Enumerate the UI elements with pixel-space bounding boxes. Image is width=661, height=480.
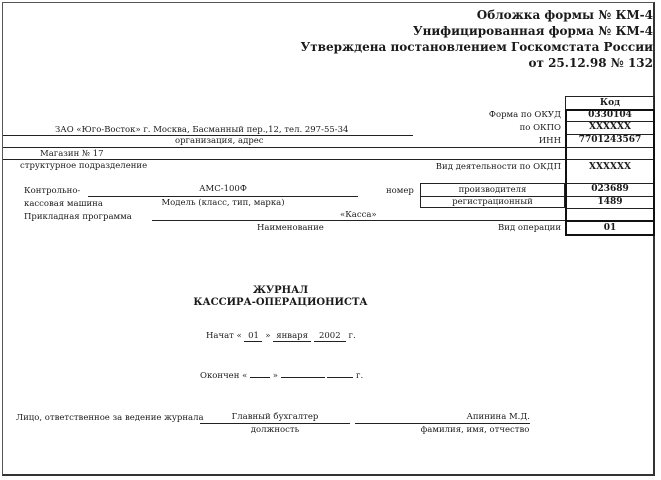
close-quote: » bbox=[265, 331, 271, 341]
journal-title-line2: КАССИРА-ОПЕРАЦИОНИСТА bbox=[193, 297, 368, 308]
okdp-code: XXXXXX bbox=[589, 162, 631, 172]
approval-text: Утверждена постановлением Госкомстата России bbox=[300, 40, 653, 54]
started-year[interactable]: 2002 bbox=[314, 331, 346, 342]
responsible-position: Главный бухгалтер bbox=[231, 412, 319, 422]
position-caption: должность bbox=[250, 425, 300, 435]
organization-caption: организация, адрес bbox=[175, 136, 264, 146]
divider bbox=[567, 208, 653, 209]
manufacturer-number: 023689 bbox=[591, 184, 629, 194]
kkm-model-value: АМС-100Ф bbox=[199, 184, 247, 194]
open-quote: « bbox=[236, 331, 242, 341]
number-label: номер bbox=[386, 186, 414, 196]
year-suffix: г. bbox=[356, 371, 364, 381]
divider bbox=[3, 147, 565, 148]
program-line bbox=[152, 220, 565, 221]
program-caption: Наименование bbox=[257, 223, 324, 233]
unified-form-title: Унифицированная форма № КМ-4 bbox=[412, 24, 653, 38]
division-caption: структурное подразделение bbox=[20, 161, 148, 171]
ended-row bbox=[200, 367, 363, 381]
name-line bbox=[355, 423, 530, 424]
kkm-model-caption: Модель (класс, тип, марка) bbox=[161, 198, 285, 208]
started-label: Начат bbox=[206, 331, 234, 341]
started-month[interactable]: января bbox=[273, 331, 311, 342]
started-row bbox=[206, 331, 356, 342]
division-line bbox=[3, 159, 565, 160]
ended-month[interactable] bbox=[281, 367, 325, 378]
program-label: Прикладная программа bbox=[24, 212, 132, 222]
okpo-code: XXXXXX bbox=[589, 122, 631, 132]
program-value: «Касса» bbox=[340, 210, 377, 220]
started-day[interactable]: 01 bbox=[244, 331, 262, 342]
divider bbox=[567, 220, 653, 222]
responsible-name: Апинина М.Д. bbox=[466, 412, 530, 422]
form-cover-title: Обложка формы № КМ-4 bbox=[476, 8, 653, 22]
open-quote: « bbox=[242, 371, 248, 381]
division-value: Магазин № 17 bbox=[40, 149, 104, 159]
operation-label: Вид операции bbox=[498, 223, 561, 233]
code-header: Код bbox=[599, 98, 621, 108]
divider bbox=[567, 147, 653, 148]
registration-number: 1489 bbox=[597, 197, 623, 207]
inn-label: ИНН bbox=[538, 136, 561, 146]
registration-label: регистрационный bbox=[452, 197, 533, 207]
approval-date: от 25.12.98 № 132 bbox=[528, 56, 653, 70]
okud-label: Форма по ОКУД bbox=[488, 110, 561, 120]
kkm-line bbox=[88, 196, 358, 197]
responsible-label: Лицо, ответственное за ведение журнала bbox=[16, 413, 204, 423]
journal-title-2 bbox=[0, 297, 661, 308]
okud-code: 0330104 bbox=[588, 110, 632, 120]
ended-label: Окончен bbox=[200, 371, 240, 381]
kkm-label-1: Контрольно- bbox=[24, 186, 81, 196]
divider bbox=[567, 159, 653, 160]
close-quote: » bbox=[272, 371, 278, 381]
operation-code: 01 bbox=[603, 223, 617, 233]
year-suffix: г. bbox=[348, 331, 356, 341]
organization-value: ЗАО «Юго-Восток» г. Москва, Басманный пер.,12, тел. 297-55-34 bbox=[55, 125, 349, 135]
inn-code: 7701243567 bbox=[578, 135, 642, 145]
form-page bbox=[2, 2, 655, 476]
okpo-label: по ОКПО bbox=[519, 123, 561, 133]
okdp-label: Вид деятельности по ОКДП bbox=[435, 162, 561, 172]
code-header-cell bbox=[565, 96, 655, 109]
name-caption: фамилия, имя, отчество bbox=[420, 425, 530, 435]
ended-year[interactable] bbox=[327, 367, 353, 378]
manufacturer-label: производителя bbox=[458, 185, 527, 195]
journal-title-1 bbox=[0, 285, 661, 296]
position-line bbox=[200, 423, 350, 424]
journal-title-line1: ЖУРНАЛ bbox=[252, 285, 309, 296]
ended-day[interactable] bbox=[250, 367, 270, 378]
kkm-label-2: кассовая машина bbox=[24, 199, 103, 209]
